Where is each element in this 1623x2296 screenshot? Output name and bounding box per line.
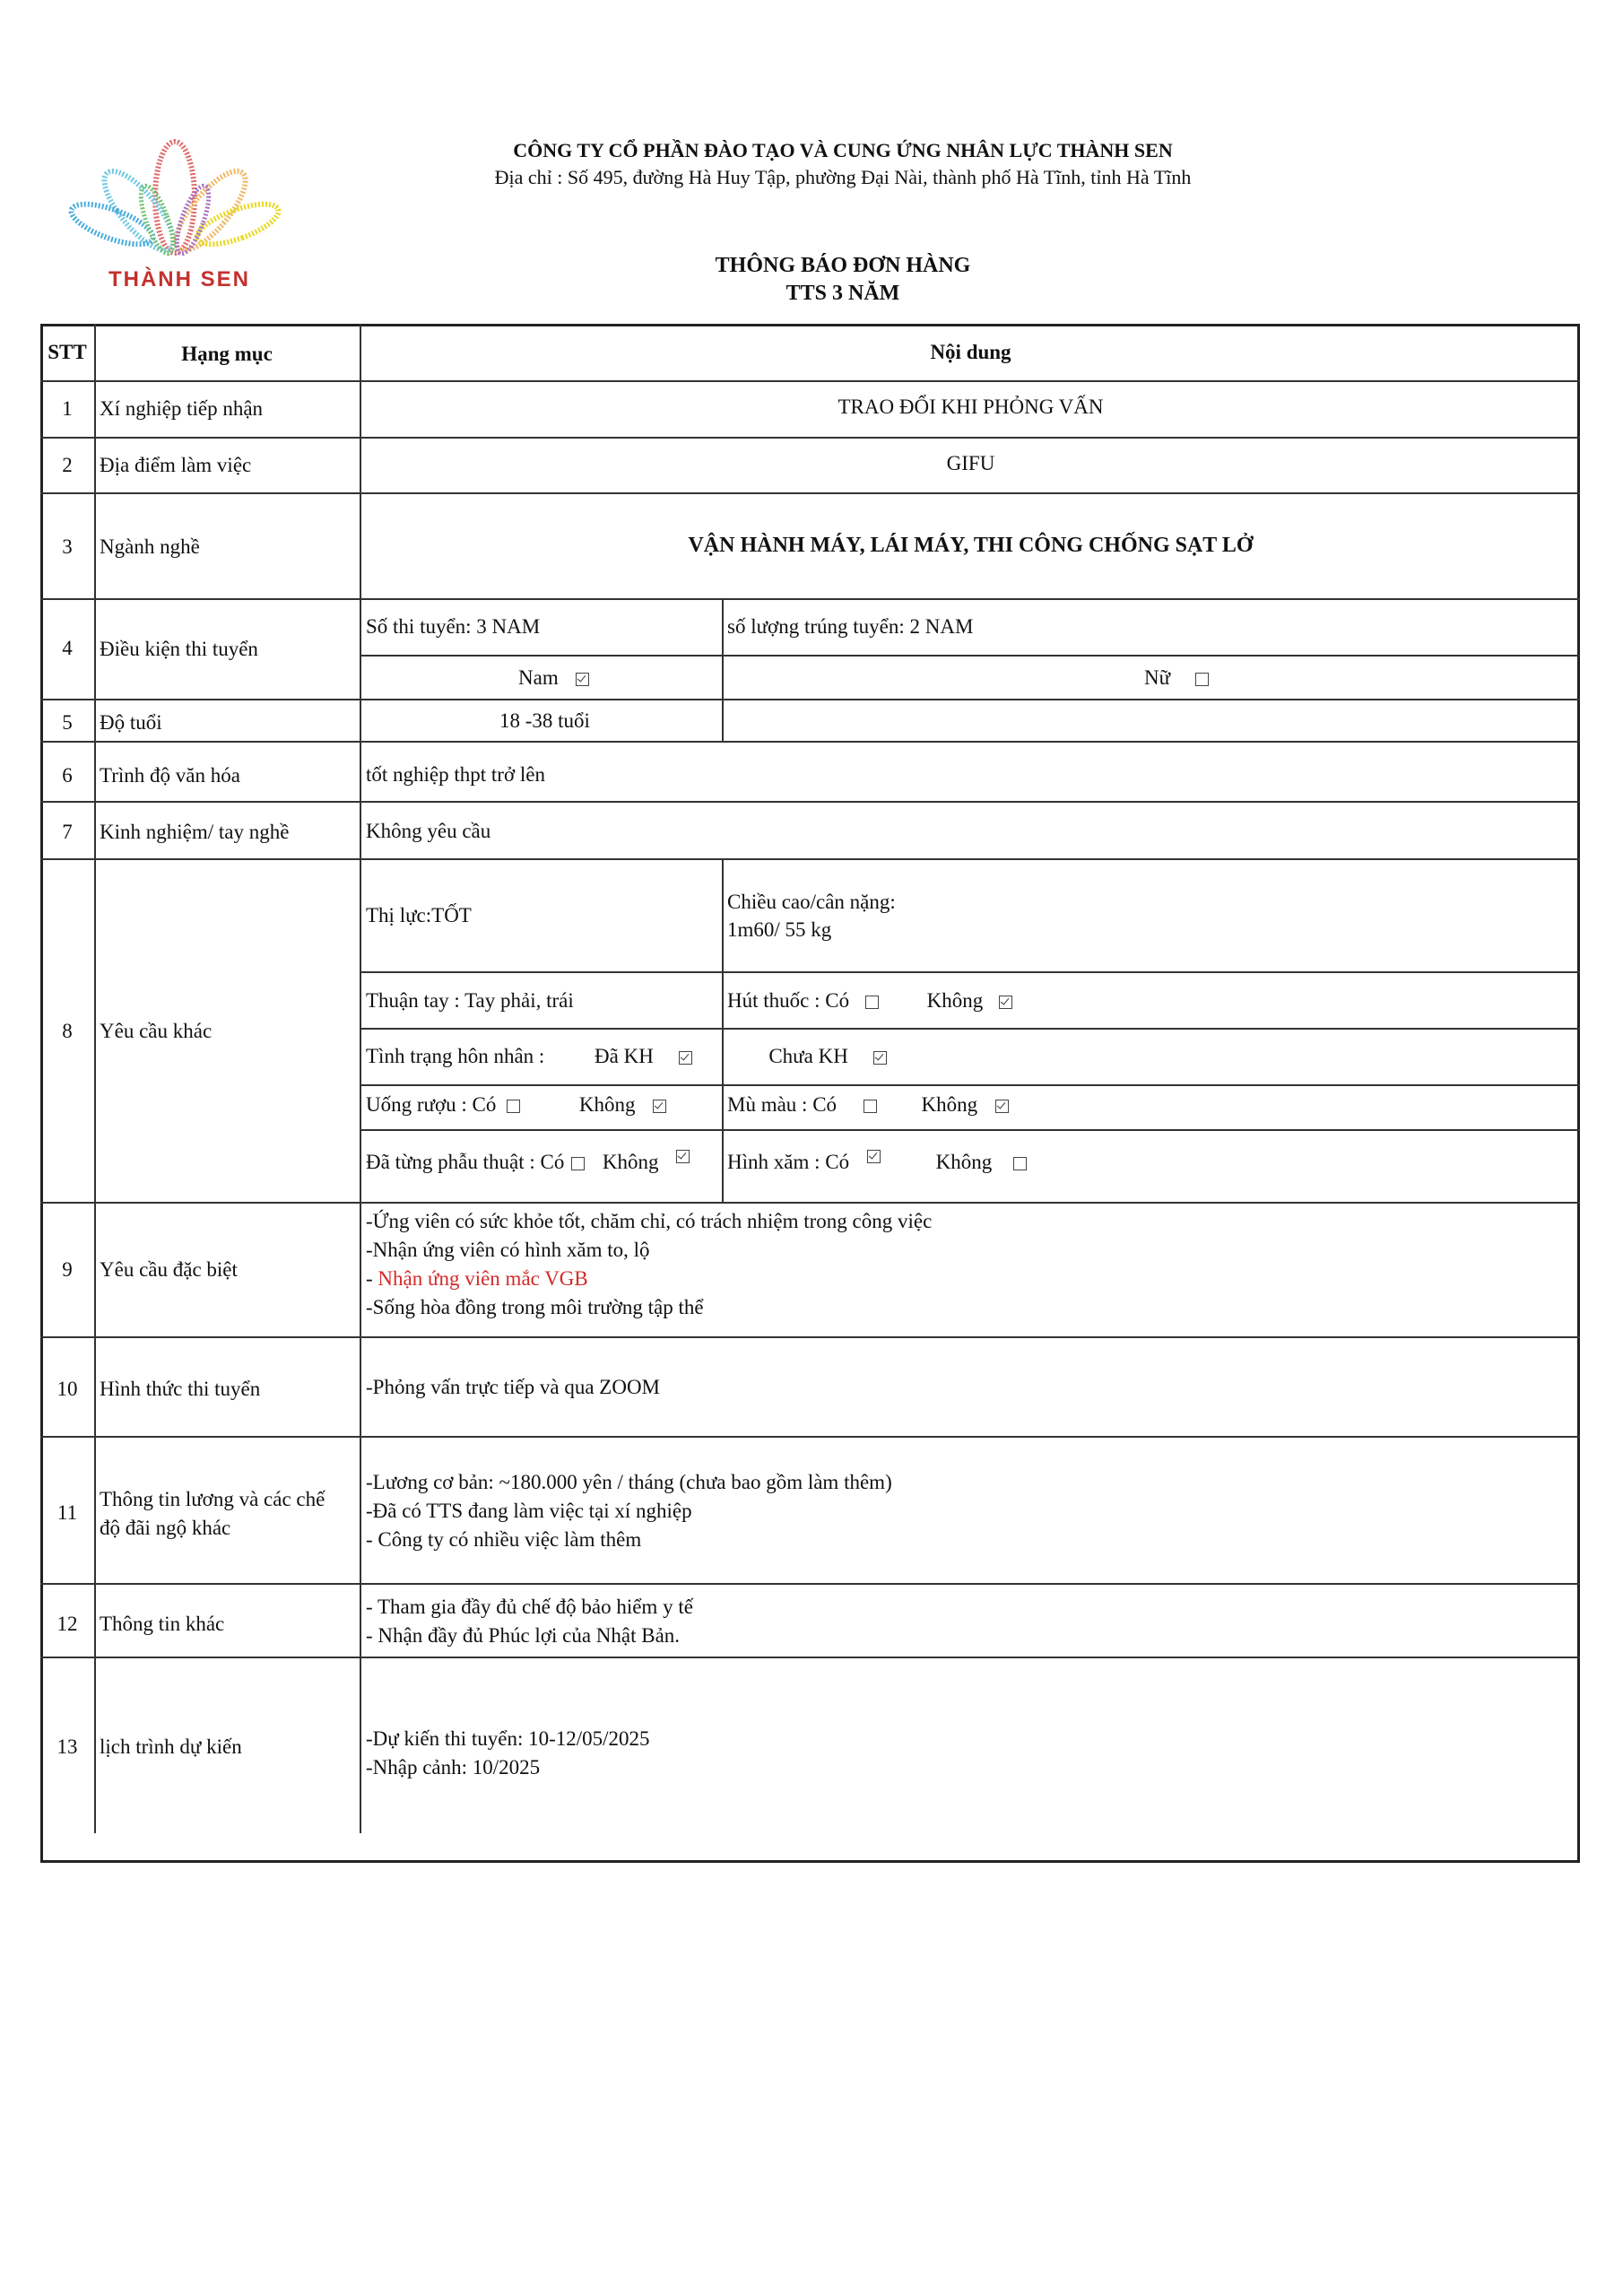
- row1-stt: 1: [62, 397, 73, 420]
- row-divider: [40, 1657, 1580, 1658]
- row13-item: lịch trình dự kiến: [100, 1735, 242, 1758]
- drinking-yes-checkbox[interactable]: [507, 1100, 520, 1113]
- other-info-2: - Nhận đầy đủ Phúc lợi của Nhật Bản.: [366, 1624, 681, 1647]
- company-name: CÔNG TY CỔ PHẦN ĐÀO TẠO VÀ CUNG ỨNG NHÂN LỰC THÀNH SEN: [513, 139, 1173, 161]
- drinking-no-checkbox[interactable]: [653, 1100, 666, 1113]
- row7-content: Không yêu cầu: [366, 820, 491, 842]
- tattoo-no-checkbox[interactable]: [1013, 1157, 1027, 1170]
- row-divider: [40, 492, 1580, 494]
- row-divider: [361, 655, 1580, 657]
- height-weight-value: 1m60/ 55 kg: [727, 918, 832, 941]
- row12-item: Thông tin khác: [100, 1613, 225, 1635]
- vision: Thị lực:TỐT: [366, 904, 472, 926]
- row-divider: [40, 699, 1580, 700]
- row3-content: VẬN HÀNH MÁY, LÁI MÁY, THI CÔNG CHỐNG SẠT LỞ: [688, 534, 1254, 557]
- drinking-no-label: Không: [578, 1093, 636, 1116]
- row7-item: Kinh nghiệm/ tay nghề: [100, 821, 290, 843]
- gender-female-label: Nữ: [1144, 666, 1171, 689]
- row-divider: [40, 1436, 1580, 1438]
- schedule-exam: -Dự kiến thi tuyển: 10-12/05/2025: [366, 1727, 650, 1750]
- row6-item: Trình độ văn hóa: [100, 764, 240, 787]
- column-divider: [722, 598, 724, 741]
- row4-item: Điều kiện thi tuyển: [100, 638, 258, 660]
- height-weight-label: Chiều cao/cân nặng:: [727, 891, 896, 913]
- single-checkbox[interactable]: [873, 1051, 887, 1065]
- row2-item: Địa điểm làm việc: [100, 454, 252, 476]
- married-checkbox[interactable]: [679, 1051, 692, 1065]
- other-info-1: - Tham gia đầy đủ chế độ bảo hiểm y tế: [366, 1596, 693, 1618]
- row-divider: [361, 971, 1580, 973]
- company-address: Địa chỉ : Số 495, đường Hà Huy Tập, phường Đại Nài, thành phố Hà Tĩnh, tỉnh Hà Tĩnh: [494, 166, 1192, 188]
- schedule-entry: -Nhập cảnh: 10/2025: [366, 1756, 541, 1779]
- row7-stt: 7: [62, 821, 73, 843]
- header-stt: STT: [48, 341, 87, 363]
- row9-stt: 9: [62, 1258, 73, 1281]
- logo-text: THÀNH SEN: [108, 267, 250, 291]
- tattoo-label: Hình xăm : Có: [727, 1151, 850, 1173]
- special-requirement-1: -Ứng viên có sức khỏe tốt, chăm chỉ, có trách nhiệm trong công việc: [366, 1210, 933, 1232]
- row11-stt: 11: [56, 1501, 78, 1524]
- smoking-no-checkbox[interactable]: [999, 996, 1012, 1009]
- row10-stt: 10: [56, 1378, 78, 1400]
- row2-stt: 2: [62, 454, 73, 476]
- row1-content: TRAO ĐỔI KHI PHỎNG VẤN: [838, 396, 1104, 418]
- drinking-label: Uống rượu : Có: [366, 1093, 497, 1116]
- drinking: [366, 1091, 666, 1119]
- row-divider: [361, 1129, 1580, 1131]
- colorblind-label: Mù màu : Có: [727, 1093, 838, 1116]
- single-label: Chưa KH: [768, 1045, 848, 1067]
- male-checkbox[interactable]: [576, 673, 589, 686]
- surgery-no-checkbox[interactable]: [676, 1150, 690, 1163]
- row9-item: Yêu cầu đặc biệt: [100, 1258, 238, 1281]
- row11-item-line1: Thông tin lương và các chế: [100, 1488, 325, 1510]
- row-divider: [40, 741, 1580, 743]
- company-logo: [63, 135, 287, 314]
- female-checkbox[interactable]: [1195, 673, 1209, 686]
- tattoo-no-label: Không: [935, 1151, 993, 1173]
- surgery-yes-checkbox[interactable]: [571, 1157, 585, 1170]
- header-content: Nội dung: [930, 341, 1011, 363]
- row13-stt: 13: [56, 1735, 78, 1758]
- row2-content: GIFU: [946, 452, 995, 474]
- special-requirement-4: -Sống hòa đồng trong môi trường tập thể: [366, 1296, 704, 1318]
- salary-info-2: -Đã có TTS đang làm việc tại xí nghiệp: [366, 1500, 692, 1522]
- row12-stt: 12: [56, 1613, 78, 1635]
- salary-info-1: -Lương cơ bản: ~180.000 yên / tháng (chưa bao gồm làm thêm): [366, 1471, 892, 1493]
- row-divider: [361, 1028, 1580, 1030]
- married-label: Đã KH: [595, 1045, 654, 1067]
- salary-info-3: - Công ty có nhiều việc làm thêm: [366, 1528, 642, 1551]
- surgery-no-label: Không: [602, 1151, 659, 1173]
- surgery-label: Đã từng phẫu thuật : Có: [366, 1151, 565, 1173]
- tattoo: [727, 1148, 1027, 1177]
- pass-count: số lượng trúng tuyển: 2 NAM: [727, 615, 974, 638]
- tattoo-yes-checkbox[interactable]: [867, 1150, 881, 1163]
- row-divider: [361, 1084, 1580, 1086]
- special-requirement-3-text: Nhận ứng viên mắc VGB: [378, 1267, 588, 1290]
- column-divider: [722, 858, 724, 1202]
- document-subtitle: TTS 3 NĂM: [785, 282, 900, 305]
- row11-item-line2: độ đãi ngộ khác: [100, 1517, 231, 1539]
- row10-item: Hình thức thi tuyển: [100, 1378, 261, 1400]
- row6-stt: 6: [62, 764, 73, 787]
- smoking-yes-checkbox[interactable]: [865, 996, 879, 1009]
- special-requirement-3: [366, 1265, 588, 1293]
- row3-item: Ngành nghề: [100, 535, 200, 558]
- row8-item: Yêu cầu khác: [100, 1020, 213, 1042]
- smoking: [727, 987, 1012, 1015]
- header-item: Hạng mục: [181, 343, 273, 365]
- smoking-label: Hút thuốc : Có: [727, 989, 850, 1012]
- colorblind-yes-checkbox[interactable]: [864, 1100, 877, 1113]
- special-requirement-2: -Nhận ứng viên có hình xăm to, lộ: [366, 1239, 650, 1261]
- lotus-icon: [63, 135, 287, 269]
- gender-female: [1144, 664, 1209, 692]
- marital-status: [366, 1042, 887, 1071]
- row4-stt: 4: [62, 637, 73, 659]
- row5-content: 18 -38 tuổi: [499, 709, 590, 732]
- row6-content: tốt nghiệp thpt trở lên: [366, 763, 545, 786]
- gender-male: [518, 664, 589, 692]
- marital-label: Tình trạng hôn nhân :: [366, 1045, 545, 1067]
- surgery: [366, 1148, 690, 1177]
- row1-item: Xí nghiệp tiếp nhận: [100, 397, 264, 420]
- row5-item: Độ tuổi: [100, 711, 162, 734]
- colorblind-no-label: Không: [921, 1093, 978, 1116]
- row-divider: [40, 380, 1580, 382]
- row-divider: [40, 1202, 1580, 1204]
- special-requirement-3-prefix: -: [366, 1267, 378, 1290]
- row-divider: [40, 1583, 1580, 1585]
- colorblind: [727, 1091, 1009, 1119]
- column-divider: [94, 324, 96, 1833]
- gender-male-label: Nam: [518, 666, 559, 689]
- exam-count: Số thi tuyển: 3 NAM: [366, 615, 541, 638]
- row10-content: -Phỏng vấn trực tiếp và qua ZOOM: [366, 1376, 661, 1398]
- row-divider: [40, 1336, 1580, 1338]
- handedness: Thuận tay : Tay phải, trái: [366, 989, 574, 1012]
- row8-stt: 8: [62, 1020, 73, 1042]
- document-title: THÔNG BÁO ĐƠN HÀNG: [715, 254, 971, 277]
- row5-stt: 5: [62, 711, 73, 734]
- colorblind-no-checkbox[interactable]: [995, 1100, 1009, 1113]
- row3-stt: 3: [62, 535, 73, 558]
- row-divider: [40, 598, 1580, 600]
- row-divider: [40, 801, 1580, 803]
- smoking-no-label: Không: [926, 989, 984, 1012]
- row-divider: [40, 858, 1580, 860]
- row-divider: [40, 437, 1580, 439]
